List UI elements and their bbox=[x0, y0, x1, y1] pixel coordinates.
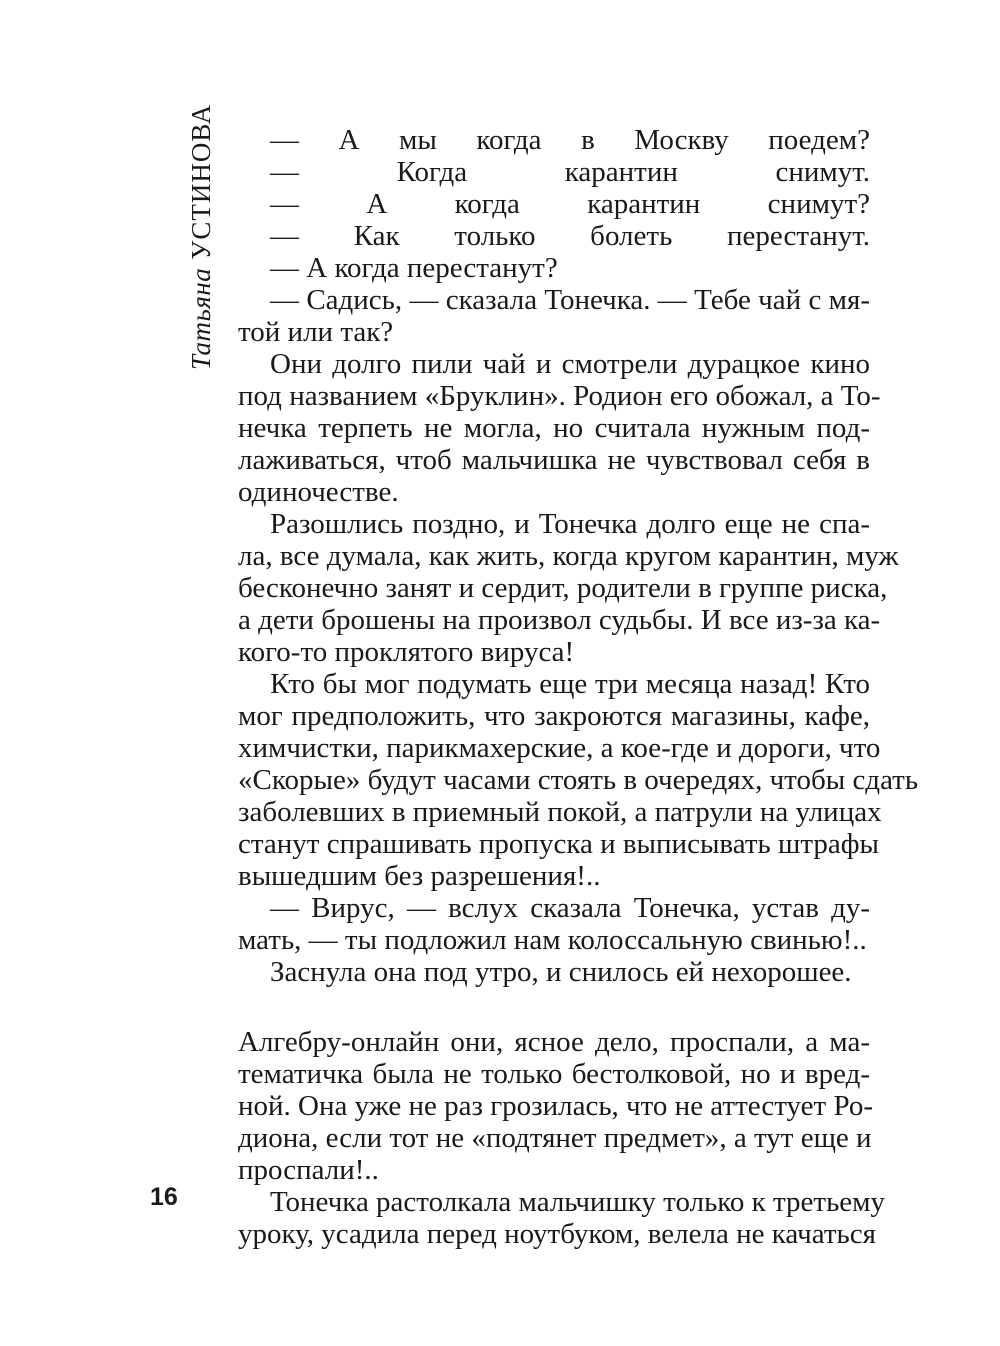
text-line: «Скорые» будут часами стоять в очередях, чтобы сдать bbox=[238, 764, 919, 796]
text-line: а дети брошены на произвол судьбы. И все из-за ка- bbox=[238, 604, 881, 636]
text-line: — А когда перестанут? bbox=[270, 252, 558, 284]
text-line: лаживаться, чтоб мальчишка не чувствовал себя в bbox=[238, 444, 870, 476]
text-line: — А когда карантин снимут? bbox=[270, 188, 870, 220]
author-first-name: Татьяна bbox=[186, 267, 216, 370]
text-line: уроку, усадила перед ноутбуком, велела не качаться bbox=[238, 1218, 876, 1250]
text-line: химчистки, парикмахерские, а кое-где и дороги, что bbox=[238, 732, 881, 764]
text-line: кого-то проклятого вируса! bbox=[238, 636, 575, 668]
page-number: 16 bbox=[150, 1183, 178, 1211]
text-line: ной. Она уже не раз грозилась, что не аттестует Ро- bbox=[238, 1090, 874, 1122]
text-line: станут спрашивать пропуска и выписывать штрафы bbox=[238, 828, 880, 860]
text-line: Алгебру-онлайн они, ясное дело, проспали, а ма- bbox=[238, 1026, 870, 1058]
text-line: — Как только болеть перестанут. bbox=[270, 220, 870, 252]
text-line: той или так? bbox=[238, 316, 394, 348]
section-break bbox=[238, 988, 870, 1026]
text-line: — Вирус, — вслух сказала Тонечка, устав ду- bbox=[270, 892, 870, 924]
text-line: — Садись, — сказала Тонечка. — Тебе чай с мя- bbox=[270, 284, 870, 316]
text-line: одиночестве. bbox=[238, 476, 399, 508]
text-line: — Когда карантин снимут. bbox=[270, 156, 870, 188]
text-line: проспали!.. bbox=[238, 1154, 379, 1186]
body-text bbox=[238, 124, 919, 1250]
text-line: ла, все думала, как жить, когда кругом карантин, муж bbox=[238, 540, 899, 572]
text-line: — А мы когда в Москву поедем? bbox=[270, 124, 870, 156]
text-line: Тонечка растолкала мальчишку только к третьему bbox=[270, 1186, 886, 1218]
text-line: заболевших в приемный покой, а патрули на улицах bbox=[238, 796, 882, 828]
author-last-name: УСТИНОВА bbox=[186, 103, 216, 260]
text-line: Разошлись поздно, и Тонечка долго еще не спа- bbox=[270, 508, 870, 540]
text-line: нечка терпеть не могла, но считала нужным под- bbox=[238, 412, 870, 444]
text-line: мать, — ты подложил нам колоссальную свинью!.. bbox=[238, 924, 867, 956]
text-line: тематичка была не только бестолковой, но и вред- bbox=[238, 1058, 870, 1090]
text-line: вышедшим без разрешения!.. bbox=[238, 860, 601, 892]
text-line: Они долго пили чай и смотрели дурацкое кино bbox=[270, 348, 870, 380]
text-line: мог предположить, что закроются магазины, кафе, bbox=[238, 700, 870, 732]
text-line: Кто бы мог подумать еще три месяца назад! Кто bbox=[270, 668, 870, 700]
text-line: диона, если тот не «подтянет предмет», а тут еще и bbox=[238, 1122, 872, 1154]
text-line: бесконечно занят и сердит, родители в группе риска, bbox=[238, 572, 888, 604]
running-head bbox=[150, 103, 216, 370]
text-line: Заснула она под утро, и снилось ей нехорошее. bbox=[270, 956, 852, 988]
text-line: под названием «Бруклин». Родион его обожал, а То- bbox=[238, 380, 881, 412]
